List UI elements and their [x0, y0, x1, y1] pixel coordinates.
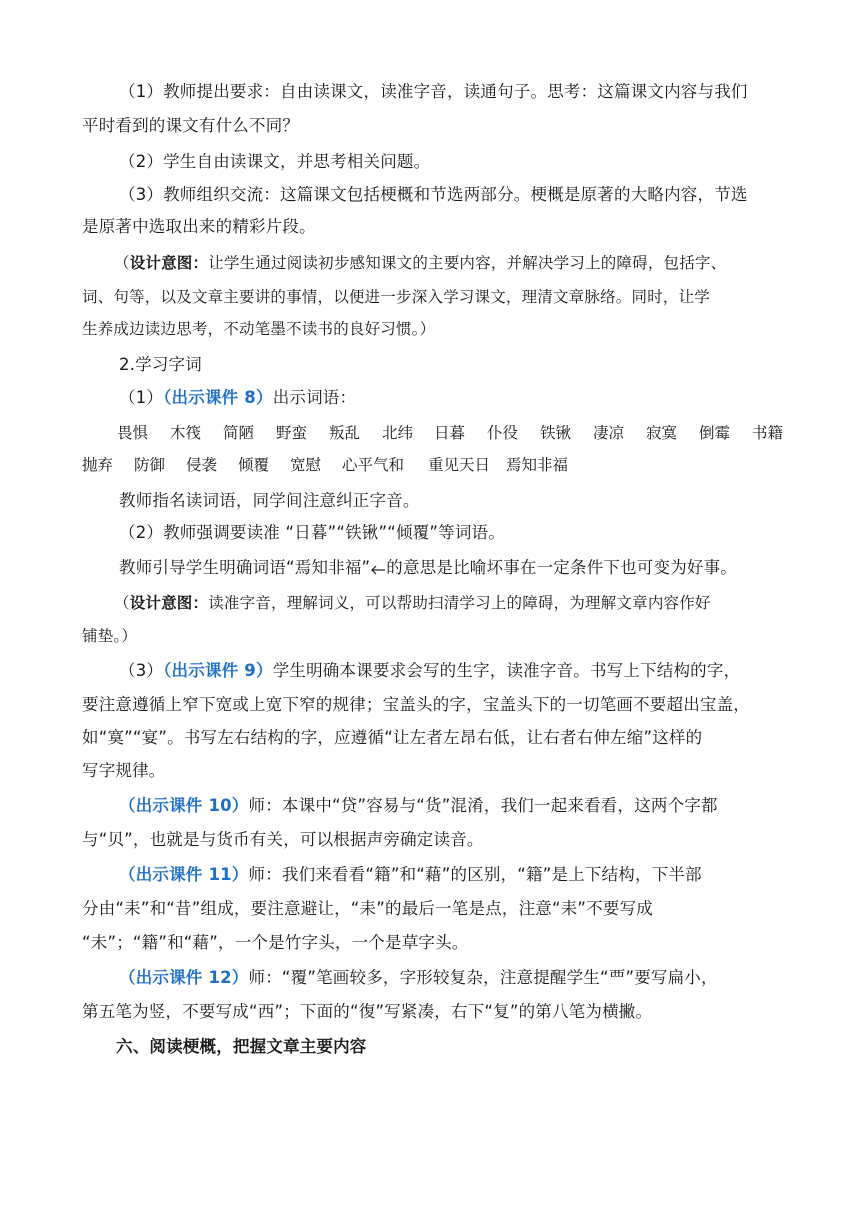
- item-text: 师：“覆”笔画较多，字形较复杂，注意提醒学生“覀”要写扁小，: [248, 968, 718, 987]
- paragraph-line: [119, 794, 718, 818]
- paragraph-line: 要注意遵循上窄下宽或上宽下窄的规律；宝盖头的字，宝盖头下的一切笔画不要超出宝盖，: [82, 695, 750, 714]
- section-heading: 六、阅读梗概，把握文章主要内容: [116, 1037, 367, 1056]
- vocab-word: 铁锹: [540, 424, 572, 442]
- vocab-word: 简陋: [223, 424, 255, 442]
- paragraph-line: （2）学生自由读课文，并思考相关问题。: [119, 152, 431, 171]
- paragraph-line: （1）教师提出要求：自由读课文，读准字音，读通句子。思考：这篇课文内容与我们: [119, 82, 748, 101]
- courseware-tag: （出示课件 12）: [119, 968, 249, 987]
- vocab-word: 木筏: [170, 424, 202, 442]
- section-heading: 2.学习字词: [119, 355, 202, 374]
- paragraph-line: 分由“耒”和“昔”组成，要注意避让，“耒”的最后一笔是点，注意“耒”不要写成: [82, 899, 653, 918]
- vocab-word: 凄凉: [593, 424, 625, 442]
- vocab-word: 野蛮: [276, 424, 308, 442]
- item-text: 师：我们来看看“籍”和“藉”的区别，“籍”是上下结构，下半部: [248, 865, 702, 884]
- design-intent-text: 让学生通过阅读初步感知课文的主要内容，并解决学习上的障碍，包括字、: [208, 254, 727, 272]
- design-intent-text: 读准字音，理解词义，可以帮助扫清学习上的障碍，为理解文章内容作好: [208, 594, 711, 612]
- item-text: 学生明确本课要求会写的生字，读准字音。书写上下结构的字，: [272, 661, 741, 680]
- item-text: 师：本课中“贷”容易与“货”混淆，我们一起来看看，这两个字都: [248, 796, 718, 815]
- vocab-word: 心平气和: [342, 456, 405, 474]
- design-intent-line: [114, 251, 726, 275]
- design-intent-label: 设计意图：: [129, 593, 209, 612]
- design-intent-line: 词、句等，以及文章主要讲的事情，以便进一步深入学习课文，理清文章脉络。同时，让学: [82, 288, 711, 306]
- paragraph-line: [119, 863, 702, 887]
- vocab-word: 日暮: [434, 424, 466, 442]
- design-intent-line: 铺垫。）: [82, 627, 138, 645]
- paragraph-line: （3）教师组织交流：这篇课文包括梗概和节选两部分。梗概是原著的大略内容，节选: [119, 185, 748, 204]
- edit-mark: [370, 556, 386, 580]
- vocab-word: 倾覆: [238, 456, 270, 474]
- item-prefix: （1）: [119, 388, 164, 407]
- paragraph-line: [119, 966, 718, 990]
- vocab-word: 倒霉: [699, 424, 731, 442]
- guide-text: 教师引导学生明确词语“焉知非福”: [119, 558, 371, 577]
- design-intent-line: 生养成边读边思考，不动笔墨不读书的良好习惯。）: [82, 320, 436, 338]
- paragraph-line: 写字规律。: [82, 761, 166, 780]
- vocab-word: 抛弃: [82, 456, 114, 474]
- vocab-word: 宽慰: [290, 456, 322, 474]
- courseware-tag: （出示课件 9）: [163, 661, 273, 680]
- paragraph-line: 教师指名读词语，同学间注意纠正字音。: [119, 491, 420, 510]
- paragraph-line: 是原著中选取出来的精彩片段。: [82, 217, 316, 236]
- guide-text: 的意思是比喻坏事在一定条件下也可变为好事。: [386, 558, 737, 577]
- vocab-word: 寂寞: [646, 424, 678, 442]
- courseware-tag: （出示课件 10）: [119, 796, 249, 815]
- paragraph-line: 平时看到的课文有什么不同？: [82, 116, 300, 135]
- paragraph-line: 如“寞”“宴”。书写左右结构的字，应遵循“让左者左昂右低，让右者右伸左缩”这样的: [82, 728, 703, 747]
- vocab-word: 仆役: [487, 424, 519, 442]
- vocab-word: 重见天日: [428, 456, 491, 474]
- vocab-word: 畏惧: [117, 424, 149, 442]
- courseware-tag: （出示课件 11）: [119, 865, 249, 884]
- paragraph-line: [119, 659, 740, 683]
- vocab-word: 侵袭: [186, 456, 218, 474]
- vocab-word: 焉知非福: [506, 456, 569, 474]
- vocab-word: 北纬: [382, 424, 414, 442]
- vocab-word: 防御: [134, 456, 166, 474]
- design-intent-open: （: [114, 254, 130, 272]
- item-text: 出示词语：: [272, 388, 357, 407]
- paragraph-line: 与“贝”，也就是与货币有关，可以根据声旁确定读音。: [82, 830, 484, 849]
- design-intent-label: 设计意图：: [129, 253, 209, 272]
- design-intent-open: （: [114, 594, 130, 612]
- courseware-tag: （出示课件 8）: [163, 388, 273, 407]
- paragraph-line: 第五笔为竖，不要写成“西”；下面的“復”写紧凑，右下“复”的第八笔为横撇。: [82, 1002, 653, 1021]
- item-prefix: （3）: [119, 661, 164, 680]
- paragraph-line: “未”；“籍”和“藉”，一个是竹字头，一个是草字头。: [82, 933, 469, 952]
- paragraph-line: （2）教师强调要读准 “日暮”“铁锹”“倾覆”等词语。: [119, 523, 505, 542]
- paragraph-line: [119, 556, 737, 580]
- paragraph-line: [119, 386, 356, 410]
- vocab-word: 书籍: [752, 424, 784, 442]
- design-intent-line: [114, 591, 711, 615]
- vocab-word: 叛乱: [329, 424, 361, 442]
